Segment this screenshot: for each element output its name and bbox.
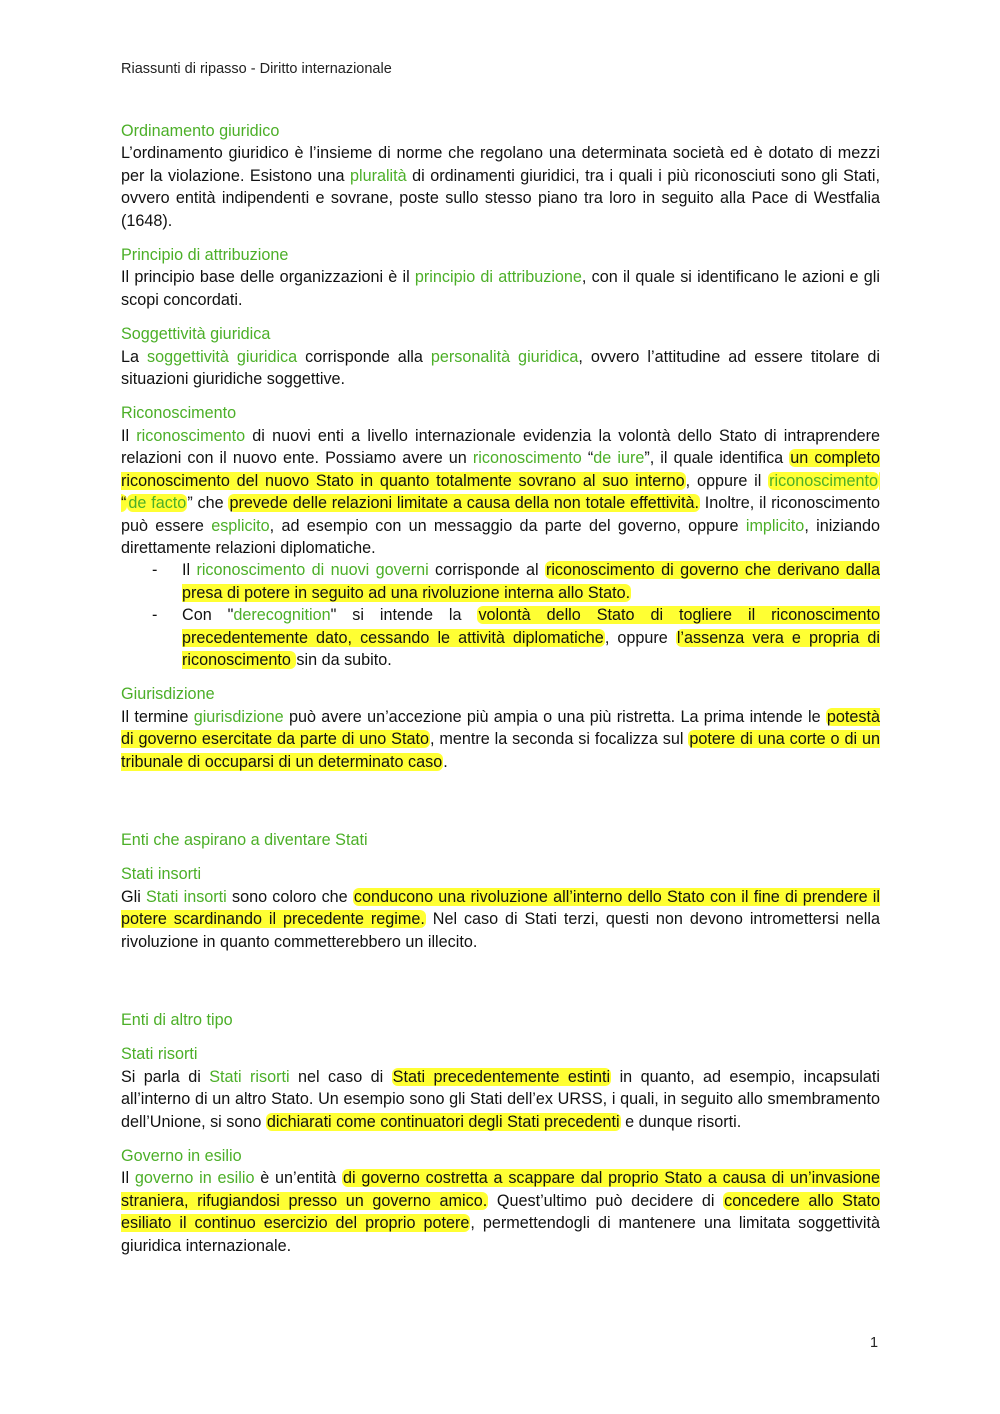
text-run: Si parla di [121, 1067, 210, 1086]
group-heading: Enti di altro tipo [121, 1011, 233, 1029]
text-run: , ovvero l’attitudine ad essere titolare di situazioni giuridiche soggettive. [121, 347, 880, 389]
section-ordinamento-giuridico [121, 120, 880, 232]
bullet-marker: - [152, 561, 158, 580]
highlighted-text: conducono una rivoluzione all’interno dello Stato con il fine di prendere il potere scardinando il precedente regime. [121, 887, 880, 929]
section-heading: Soggettività giuridica [121, 325, 271, 344]
bullet-list [121, 559, 880, 671]
group-heading: Enti che aspirano a diventare Stati [121, 830, 368, 849]
highlighted-text: di governo costretta a scappare dal proprio Stato a causa di un’invasione straniera, rifugiandosi presso un governo amico. [121, 1169, 881, 1210]
section-soggettivita-giuridica [121, 323, 880, 390]
green-highlighted-term: riconoscimento [769, 471, 878, 490]
section-paragraph [121, 1167, 880, 1257]
text-run: di nuovi enti a livello internazionale evidenzia la volontà dello Stato di intraprendere relazioni con il nuovo ente. Possiamo avere un [121, 426, 881, 468]
text-run: “ [581, 449, 594, 468]
text-run: Con " [182, 606, 234, 625]
green-term: de iure [593, 449, 645, 468]
highlighted-text: prevede delle relazioni limitate a causa della non totale effettività. [229, 494, 699, 513]
text-run: sono coloro che [226, 887, 353, 906]
green-highlighted-term: de facto [128, 494, 187, 513]
green-term: governo in esilio [134, 1169, 255, 1188]
text-run: è un’entità [254, 1169, 343, 1188]
text-run: Gli [121, 887, 146, 906]
text-run: Nel caso di Stati terzi, questi non devono intromettersi nella rivoluzione in quanto commetterebbero un illecito. [121, 910, 880, 951]
spacer [121, 785, 880, 829]
green-term: esplicito [211, 516, 270, 535]
highlighted-text: riconoscimento di governo che derivano dalla presa di potere in seguito ad una rivoluzione interna allo Stato. [182, 561, 880, 602]
text-run: e dunque risorti. [620, 1112, 742, 1131]
green-term: riconoscimento [136, 426, 246, 445]
text-run: Il termine [121, 707, 194, 726]
green-term: soggettività giuridica [147, 347, 298, 366]
green-term: riconoscimento di nuovi governi [196, 561, 429, 580]
highlighted-text: Stati precedentemente estinti [392, 1067, 611, 1086]
text-run: , oppure [604, 628, 676, 647]
highlighted-text: potestà di governo esercitate da parte di uno Stato [121, 707, 880, 749]
highlighted-text: l’assenza vera e propria di riconoscimento [182, 628, 880, 669]
section-stati-insorti [121, 863, 880, 953]
green-term: riconoscimento [472, 449, 582, 468]
text-run: , iniziando direttamente relazioni diplomatiche. [121, 516, 880, 557]
text-run: Il [121, 1169, 135, 1188]
section-stati-risorti [121, 1043, 880, 1133]
text-run: , permettendogli di mantenere una limitata soggettività giuridica internazionale. [121, 1214, 880, 1255]
text-run: Il principio base delle organizzazioni è il [121, 268, 415, 287]
section-heading: Ordinamento giuridico [121, 122, 280, 140]
green-term: personalità giuridica [430, 347, 579, 366]
text-run: in quanto, ad esempio, incapsulati all’interno di un altro Stato. Un esempio sono gli Stati dell’ex URSS, i quali, in seguito allo smembramento dell’Unione, si sono [121, 1067, 880, 1131]
bullet-marker: - [152, 606, 158, 625]
green-term: giurisdizione [193, 707, 284, 726]
green-term: pluralità [349, 166, 407, 185]
section-heading: Principio di attribuzione [121, 246, 289, 265]
section-paragraph [121, 886, 880, 953]
text-run: La [121, 347, 147, 366]
text-run: ”, il quale identifica [644, 449, 790, 468]
text-run: corrisponde al [428, 561, 545, 580]
text-run: Inoltre, il riconoscimento può essere [121, 494, 880, 535]
list-item [121, 604, 880, 671]
spacer [121, 965, 880, 1009]
section-giurisdizione [121, 683, 880, 773]
text-run: Quest’ultimo può decidere di [488, 1191, 724, 1210]
text-run: ” che [187, 494, 229, 513]
section-paragraph [121, 346, 880, 391]
running-header: Riassunti di ripasso - Diritto internazionale [121, 61, 392, 77]
section-paragraph [121, 1066, 880, 1133]
section-heading: Riconoscimento [121, 404, 237, 423]
highlighted-text: concedere allo Stato esiliato il continuo esercizio del proprio potere [121, 1191, 880, 1233]
section-heading: Stati insorti [121, 865, 202, 884]
highlighted-text: un completo riconoscimento del nuovo Stato in quanto totalmente sovrano al suo interno [121, 449, 881, 490]
green-term: principio di attribuzione [414, 268, 582, 287]
section-heading: Governo in esilio [121, 1147, 242, 1166]
text-run: , oppure il [685, 471, 769, 490]
text-run: , mentre la seconda si focalizza sul [429, 730, 689, 749]
text-run: corrisponde alla [297, 347, 431, 366]
highlighted-text: volontà dello Stato di togliere il riconoscimento precedentemente dato, cessando le attività diplomatiche [182, 606, 880, 647]
section-governo-in-esilio [121, 1145, 880, 1257]
list-item [121, 559, 880, 604]
text-run: Il [182, 561, 197, 580]
section-heading: Giurisdizione [121, 685, 215, 704]
section-paragraph [121, 425, 880, 559]
green-term: Stati risorti [209, 1067, 290, 1086]
section-principio-di-attribuzione [121, 244, 880, 311]
text-run: di ordinamenti giuridici, tra i quali i più riconosciuti sono gli Stati, ovvero entità indipendenti e sovrane, poste sullo stesso piano tra loro in seguito alla Pace di Westfalia (1648). [121, 166, 880, 230]
section-paragraph [121, 142, 880, 232]
text-run: L’ordinamento giuridico è l’insieme di norme che regolano una determinata società ed è dotato di mezzi per la violazione. Esistono una [121, 144, 880, 185]
text-run: , ad esempio con un messaggio da parte del governo, oppure [269, 516, 746, 535]
highlighted-text: “ [121, 472, 880, 512]
text-run: " si intende la [330, 606, 478, 625]
text-run: . [443, 752, 448, 771]
highlighted-text: potere di una corte o di un tribunale di occuparsi di un determinato caso [121, 730, 880, 771]
section-heading: Stati risorti [121, 1045, 198, 1064]
text-run: Il [121, 426, 137, 445]
text-run: può avere un’accezione più ampia o una più ristretta. La prima intende le [283, 707, 826, 726]
section-paragraph [121, 266, 880, 311]
text-run: sin da subito. [296, 650, 392, 669]
section-riconoscimento [121, 402, 880, 671]
green-term: Stati insorti [146, 887, 227, 906]
document-body [121, 120, 880, 1269]
section-paragraph [121, 706, 880, 773]
highlighted-text: dichiarati come continuatori degli Stati precedenti [266, 1112, 620, 1131]
green-term: implicito [745, 516, 805, 535]
green-term: derecognition [233, 606, 331, 625]
text-run: , con il quale si identificano le azioni e gli scopi concordati. [121, 268, 880, 309]
page-number: 1 [870, 1335, 879, 1351]
text-run: nel caso di [289, 1067, 392, 1086]
